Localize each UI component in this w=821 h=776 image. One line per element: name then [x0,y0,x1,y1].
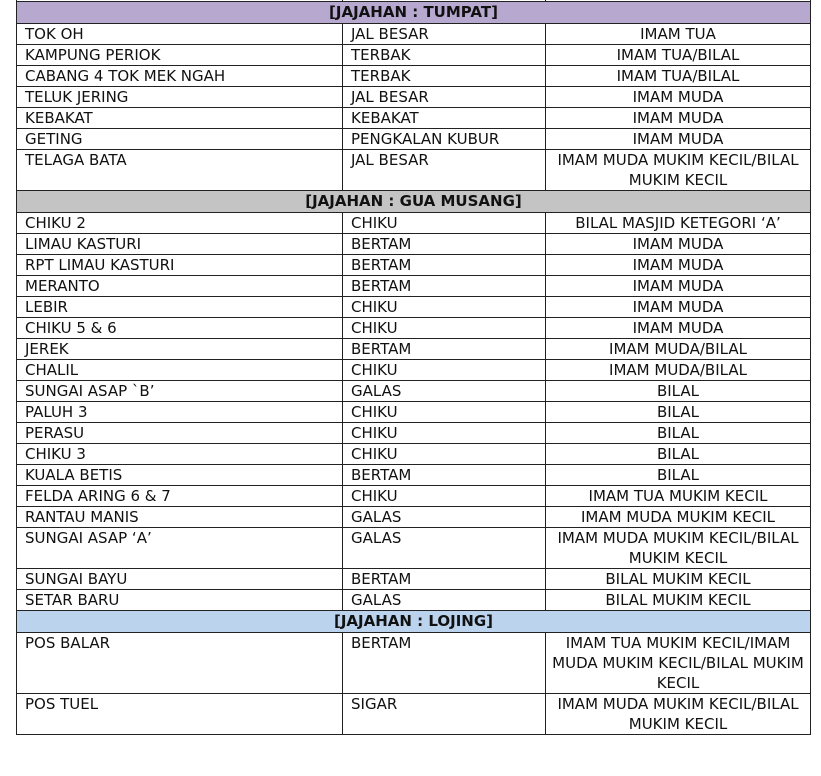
position-cell: IMAM MUDA MUKIM KECIL [546,507,811,528]
mukim-cell: SIGAR [343,694,546,735]
position-cell: IMAM MUDA [546,234,811,255]
place-cell: LEBIR [17,297,343,318]
mukim-cell: CHIKU [343,213,546,234]
mukim-cell: BERTAM [343,234,546,255]
table-row [17,150,811,191]
position-cell: BILAL [546,381,811,402]
vacancy-table [16,0,811,735]
mukim-cell: CHIKU [343,444,546,465]
table-row [17,213,811,234]
position-cell: IMAM MUDA [546,255,811,276]
mukim-cell: BERTAM [343,255,546,276]
section-title: [JAJAHAN : GUA MUSANG] [17,191,811,213]
position-cell: BILAL [546,444,811,465]
table-row [17,24,811,45]
mukim-cell: BERTAM [343,276,546,297]
place-cell: TELAGA BATA [17,150,343,191]
position-cell: IMAM TUA/BILAL [546,45,811,66]
place-cell: CHALIL [17,360,343,381]
place-cell: POS BALAR [17,633,343,694]
position-cell: IMAM MUDA/BILAL [546,339,811,360]
table-row [17,402,811,423]
place-cell: MERANTO [17,276,343,297]
section-header-row [17,611,811,633]
place-cell: FELDA ARING 6 & 7 [17,486,343,507]
table-row [17,255,811,276]
mukim-cell: GALAS [343,381,546,402]
table-row [17,108,811,129]
position-cell: IMAM MUDA [546,297,811,318]
place-cell: SUNGAI ASAP `B’ [17,381,343,402]
mukim-cell: BERTAM [343,633,546,694]
table-row [17,360,811,381]
mukim-cell: JAL BESAR [343,87,546,108]
mukim-cell: BERTAM [343,339,546,360]
table-row [17,276,811,297]
mukim-cell: TERBAK [343,45,546,66]
table-row [17,633,811,694]
place-cell: PALUH 3 [17,402,343,423]
position-cell: BILAL [546,423,811,444]
mukim-cell: PENGKALAN KUBUR [343,129,546,150]
table-row [17,528,811,569]
place-cell: CABANG 4 TOK MEK NGAH [17,66,343,87]
place-cell: CHIKU 2 [17,213,343,234]
place-cell: SETAR BARU [17,590,343,611]
place-cell: SUNGAI ASAP ‘A’ [17,528,343,569]
section-header-row [17,191,811,213]
table-row [17,297,811,318]
table-row [17,507,811,528]
mukim-cell: KEBAKAT [343,108,546,129]
position-cell: IMAM MUDA MUKIM KECIL/BILAL MUKIM KECIL [546,528,811,569]
position-cell: BILAL [546,465,811,486]
place-cell: TOK OH [17,24,343,45]
document-page [16,0,810,735]
place-cell: PERASU [17,423,343,444]
place-cell: CHIKU 5 & 6 [17,318,343,339]
table-row [17,423,811,444]
place-cell: RANTAU MANIS [17,507,343,528]
mukim-cell: JAL BESAR [343,150,546,191]
position-cell: BILAL MUKIM KECIL [546,590,811,611]
mukim-cell: CHIKU [343,423,546,444]
section-title: [JAJAHAN : TUMPAT] [17,2,811,24]
position-cell: BILAL MASJID KETEGORI ‘A’ [546,213,811,234]
table-row [17,318,811,339]
position-cell: BILAL MUKIM KECIL [546,569,811,590]
mukim-cell: CHIKU [343,318,546,339]
table-row [17,45,811,66]
mukim-cell: BERTAM [343,569,546,590]
place-cell: JEREK [17,339,343,360]
position-cell: BILAL [546,402,811,423]
mukim-cell: TERBAK [343,66,546,87]
place-cell: LIMAU KASTURI [17,234,343,255]
mukim-cell: GALAS [343,528,546,569]
mukim-cell: CHIKU [343,402,546,423]
table-row [17,465,811,486]
place-cell: POS TUEL [17,694,343,735]
position-cell: IMAM TUA MUKIM KECIL/IMAM MUDA MUKIM KECIL/BILAL MUKIM KECIL [546,633,811,694]
place-cell: KUALA BETIS [17,465,343,486]
section-header-row [17,2,811,24]
position-cell: IMAM MUDA/BILAL [546,360,811,381]
place-cell: CHIKU 3 [17,444,343,465]
table-row [17,87,811,108]
table-row [17,569,811,590]
mukim-cell: JAL BESAR [343,24,546,45]
position-cell: IMAM TUA MUKIM KECIL [546,486,811,507]
mukim-cell: CHIKU [343,360,546,381]
place-cell: RPT LIMAU KASTURI [17,255,343,276]
position-cell: IMAM TUA [546,24,811,45]
table-row [17,234,811,255]
place-cell: KAMPUNG PERIOK [17,45,343,66]
table-row [17,129,811,150]
table-row [17,486,811,507]
table-row [17,66,811,87]
position-cell: IMAM MUDA [546,108,811,129]
table-row [17,444,811,465]
position-cell: IMAM MUDA MUKIM KECIL/BILAL MUKIM KECIL [546,694,811,735]
table-row [17,381,811,402]
mukim-cell: GALAS [343,590,546,611]
position-cell: IMAM MUDA [546,276,811,297]
position-cell: IMAM TUA/BILAL [546,66,811,87]
table-row [17,339,811,360]
table-row [17,590,811,611]
mukim-cell: CHIKU [343,297,546,318]
table-row [17,694,811,735]
place-cell: SUNGAI BAYU [17,569,343,590]
place-cell: GETING [17,129,343,150]
position-cell: IMAM MUDA [546,87,811,108]
place-cell: TELUK JERING [17,87,343,108]
table-body [17,0,811,735]
position-cell: IMAM MUDA [546,129,811,150]
mukim-cell: BERTAM [343,465,546,486]
place-cell: KEBAKAT [17,108,343,129]
mukim-cell: GALAS [343,507,546,528]
position-cell: IMAM MUDA MUKIM KECIL/BILAL MUKIM KECIL [546,150,811,191]
position-cell: IMAM MUDA [546,318,811,339]
mukim-cell: CHIKU [343,486,546,507]
section-title: [JAJAHAN : LOJING] [17,611,811,633]
